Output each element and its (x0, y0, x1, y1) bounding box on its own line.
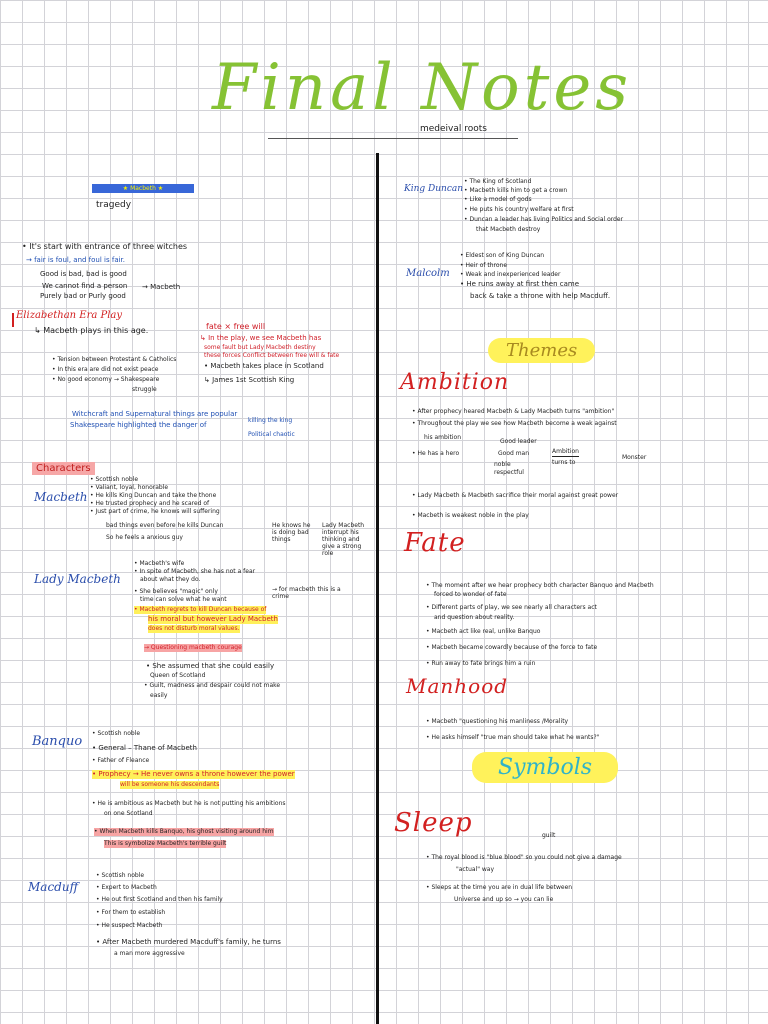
era-note-3: • No good economy → Shakespeare (52, 376, 160, 383)
character-macbeth-name: Macbeth (34, 490, 88, 504)
macbeth-line-9: Lady Macbeth interrupt his thinking and give a strong role (322, 522, 365, 557)
sleep-line-3: • Sleeps at the time you are in dual life between (426, 884, 573, 891)
fate-note-3: these forces Conflict between free will & fate (204, 352, 340, 359)
lady-line-7: • Macbeth regrets to kill Duncan because of (134, 606, 267, 613)
note-cannot-find: We cannot find a person (42, 282, 128, 290)
elizabethan-heading: Elizabethan Era Play (16, 310, 123, 321)
duncan-line-3: • Like a model of gods (464, 196, 532, 203)
witchcraft-killing: killing the king (248, 417, 293, 424)
lady-line-8: his moral but however Lady Macbeth (148, 615, 278, 623)
duncan-line-5: • Duncan a leader has living Politics and Social order (464, 216, 624, 223)
era-note-1: • Tension between Protestant & Catholics (52, 356, 177, 363)
character-duncan-name: King Duncan (404, 184, 464, 194)
fate-note-4: • Macbeth takes place in Scotland (204, 362, 324, 370)
witchcraft-note-2: Shakespeare highlighted the danger of (70, 421, 207, 429)
lady-line-2: • In spite of Macbeth, she has not a fear (134, 568, 256, 575)
fate-line-2: forced to wonder of fate (434, 591, 507, 598)
macduff-line-7: a man more aggressive (114, 950, 185, 957)
witchcraft-political: Political chaotic (248, 431, 295, 438)
macbeth-line-4: • He trusted prophecy and he scared of (90, 500, 210, 507)
column-divider (376, 153, 379, 1024)
banquo-line-4: • Prophecy → He never owns a throne however the power (92, 770, 295, 778)
ambition-line-6: • Macbeth is weakest noble in the play (412, 512, 529, 519)
macbeth-line-1: • Scottish noble (90, 476, 139, 483)
macduff-line-2: • Expert to Macbeth (96, 884, 157, 891)
era-note-2: • In this era are did not exist peace (52, 366, 159, 373)
character-banquo-name: Banquo (32, 734, 83, 749)
symbols-heading: Symbols (472, 752, 618, 783)
ambition-line-1: • After prophecy heared Macbeth & Lady Macbeth turns "ambition" (412, 408, 615, 415)
malcolm-line-2: • Heir of throne (460, 262, 508, 269)
fate-free-will-heading: fate × free will (206, 322, 266, 331)
lady-line-13: • Guilt, madness and despair could not make (144, 682, 281, 689)
lady-line-6: → for macbeth this is a crime (272, 586, 341, 600)
macbeth-line-6: bad things even before he kills Duncan (106, 522, 224, 529)
page-title: Final Notes (212, 51, 633, 125)
ambition-line-5: • Lady Macbeth & Macbeth sacrifice their moral against great power (412, 492, 619, 499)
banquo-line-6: • He is ambitious as Macbeth but he is not putting his ambitions (92, 800, 286, 807)
lady-line-3: about what they do. (140, 576, 201, 583)
fate-line-3: • Different parts of play, we see nearly all characters act (426, 604, 597, 611)
malcolm-line-4: • He runs away at first then came (460, 280, 580, 288)
ambition-respectful: respectful (494, 469, 524, 476)
macbeth-line-2: • Valiant, loyal, honorable (90, 484, 169, 491)
lady-line-11: • She assumed that she could easily (146, 662, 275, 670)
themes-heading: Themes (488, 338, 595, 363)
lady-line-9: does not disturb moral values. (148, 625, 240, 632)
note-purely: Purely bad or Purly good (40, 292, 126, 300)
ambition-good-man: Good man (498, 450, 530, 457)
ambition-turns-to: turns to (552, 459, 576, 466)
lady-line-14: easily (150, 692, 168, 699)
macduff-line-4: • For them to establish (96, 909, 166, 916)
banquo-line-9: This is symbolize Macbeth's terrible guilt (104, 840, 227, 847)
macduff-line-5: • He suspect Macbeth (96, 922, 163, 929)
duncan-line-2: • Macbeth kills him to get a crown (464, 187, 568, 194)
character-lady-macbeth-name: Lady Macbeth (34, 572, 121, 586)
banquo-line-7: on one Scotland (104, 810, 153, 817)
lady-line-5: time can solve what he want (140, 596, 227, 603)
characters-heading: Characters (32, 462, 95, 475)
manhood-heading: Manhood (406, 674, 509, 698)
macbeth-line-7: So he feels a anxious guy (106, 534, 183, 541)
character-malcolm-name: Malcolm (406, 268, 450, 279)
macbeth-line-8: He knows he is doing bad things (272, 522, 311, 543)
fate-line-6: • Macbeth became cowardly because of the force to fate (426, 644, 598, 651)
banquo-line-5: will be someone his descendants (120, 781, 220, 788)
ambition-line-3: his ambition (424, 434, 461, 441)
note-start: • It's start with entrance of three witches (22, 242, 188, 251)
ambition-line-4: • He has a hero (412, 450, 460, 457)
fate-line-1: • The moment after we hear prophecy both character Banquo and Macbeth (426, 582, 654, 589)
page-subtitle: medeival roots (420, 124, 487, 134)
banquo-line-2: • General – Thane of Macbeth (92, 744, 197, 752)
lady-line-10: → Questioning macbeth courage (144, 644, 242, 651)
note-macbeth-arrow: → Macbeth (142, 283, 181, 291)
sleep-line-4: Universe and up so → you can lie (454, 896, 554, 903)
title-underline (268, 138, 518, 139)
fate-note-2: some fault but Lady Macbeth destiny (204, 344, 316, 351)
banquo-line-1: • Scottish noble (92, 730, 141, 737)
malcolm-line-1: • Eldest son of King Duncan (460, 252, 545, 259)
ambition-noble: noble (494, 461, 511, 468)
sleep-line-1: • The royal blood is "blue blood" so you could not give a damage (426, 854, 622, 861)
banquo-line-8: • When Macbeth kills Banquo, his ghost visiting around him (94, 828, 274, 835)
macduff-line-6: • After Macbeth murdered Macduff's family, he turns (96, 938, 281, 946)
malcolm-line-5: back & take a throne with help Macduff. (470, 292, 611, 300)
macbeth-line-3: • He kills King Duncan and take the thone (90, 492, 217, 499)
tragedy-label: tragedy (96, 200, 132, 210)
duncan-line-6: that Macbeth destroy (476, 226, 541, 233)
duncan-line-1: • The King of Scotland (464, 178, 532, 185)
duncan-line-4: • He puts his country welfare at first (464, 206, 574, 213)
witchcraft-note-1: Witchcraft and Supernatural things are popular (72, 410, 238, 418)
manhood-line-2: • He asks himself "true man should take what he wants?" (426, 734, 600, 741)
ambition-heading: Ambition (400, 370, 510, 395)
fate-line-7: • Run away to fate brings him a ruin (426, 660, 536, 667)
sleep-guilt: guilt (542, 832, 556, 839)
manhood-line-1: • Macbeth "questioning his manliness /Morality (426, 718, 569, 725)
note-good-bad: Good is bad, bad is good (40, 270, 127, 278)
macbeth-line-5: • Just part of crime, he knows will suffering (90, 508, 220, 515)
lady-line-1: • Macbeth's wife (134, 560, 185, 567)
fate-heading: Fate (404, 528, 466, 558)
banquo-line-3: • Father of Fleance (92, 757, 150, 764)
macduff-line-3: • He out first Scotland and then his family (96, 896, 223, 903)
ambition-word: Ambition (552, 448, 579, 455)
sleep-heading: Sleep (394, 808, 473, 838)
ambition-good-leader: Good leader (500, 438, 537, 445)
note-fair: → fair is foul, and foul is fair. (26, 256, 126, 264)
sleep-line-2: "actual" way (456, 866, 495, 873)
malcolm-line-3: • Weak and inexperienced leader (460, 271, 561, 278)
fate-note-5: ↳ James 1st Scottish King (204, 376, 295, 384)
lady-line-12: Queen of Scotland (150, 672, 206, 679)
fate-line-4: and question about reality. (434, 614, 515, 621)
macbeth-tag: ★ Macbeth ★ (92, 184, 194, 193)
fate-note-1: ↳ In the play, we see Macbeth has (200, 334, 322, 342)
fate-line-5: • Macbeth act like real, unlike Banquo (426, 628, 541, 635)
note-plays-age: ↳ Macbeth plays in this age. (34, 326, 149, 335)
ambition-line-2: • Throughout the play we see how Macbeth become a weak against (412, 420, 617, 427)
macduff-line-1: • Scottish noble (96, 872, 145, 879)
era-note-4: struggle (132, 386, 157, 393)
lady-line-4: • She believes "magic" only (134, 588, 218, 595)
ambition-monster: Monster (622, 454, 647, 461)
character-macduff-name: Macduff (28, 880, 79, 894)
